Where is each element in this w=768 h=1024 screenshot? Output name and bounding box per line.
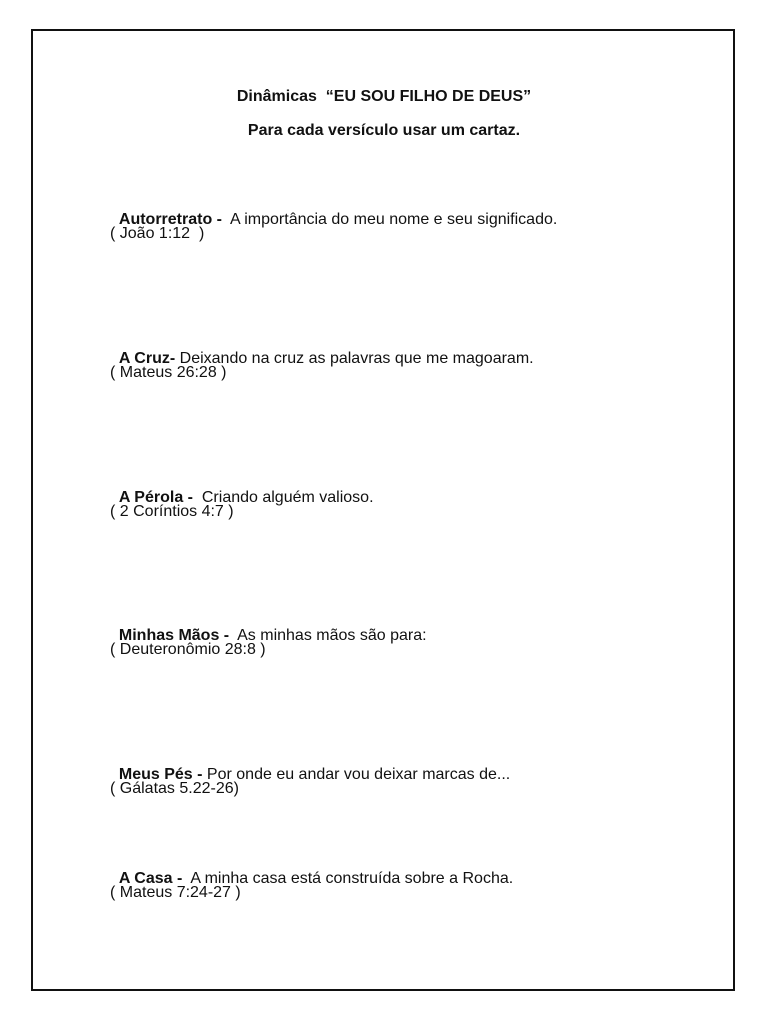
entry-reference: ( Mateus 7:24-27 ) (110, 884, 241, 901)
entry-description: A minha casa está construída sobre a Rocha. (182, 870, 514, 887)
entry-description: As minhas mãos são para: (229, 627, 427, 644)
entry-label: Minhas Mãos - (118, 627, 230, 644)
entry-label: A Casa - (118, 870, 183, 887)
entry-reference: ( Gálatas 5.22-26) (110, 780, 239, 797)
entry-description: Deixando na cruz as palavras que me magoaram. (175, 350, 534, 367)
document-title: Dinâmicas “EU SOU FILHO DE DEUS” (236, 88, 532, 105)
entry-reference: ( Deuteronômio 28:8 ) (110, 641, 266, 658)
entry-description: Por onde eu andar vou deixar marcas de... (202, 766, 511, 783)
entry-reference: ( Mateus 26:28 ) (110, 364, 227, 381)
entry-description: Criando alguém valioso. (192, 489, 374, 506)
entry-label: Autorretrato - (118, 211, 222, 228)
entry-reference: ( João 1:12 ) (110, 225, 205, 242)
entry-label: A Pérola - (118, 489, 193, 506)
entry-reference: ( 2 Coríntios 4:7 ) (110, 503, 234, 520)
entry-label: Meus Pés - (118, 766, 203, 783)
entry-label: A Cruz- (118, 350, 176, 367)
document-subtitle: Para cada versículo usar um cartaz. (247, 122, 521, 139)
entry-description: A importância do meu nome e seu significado. (222, 211, 558, 228)
